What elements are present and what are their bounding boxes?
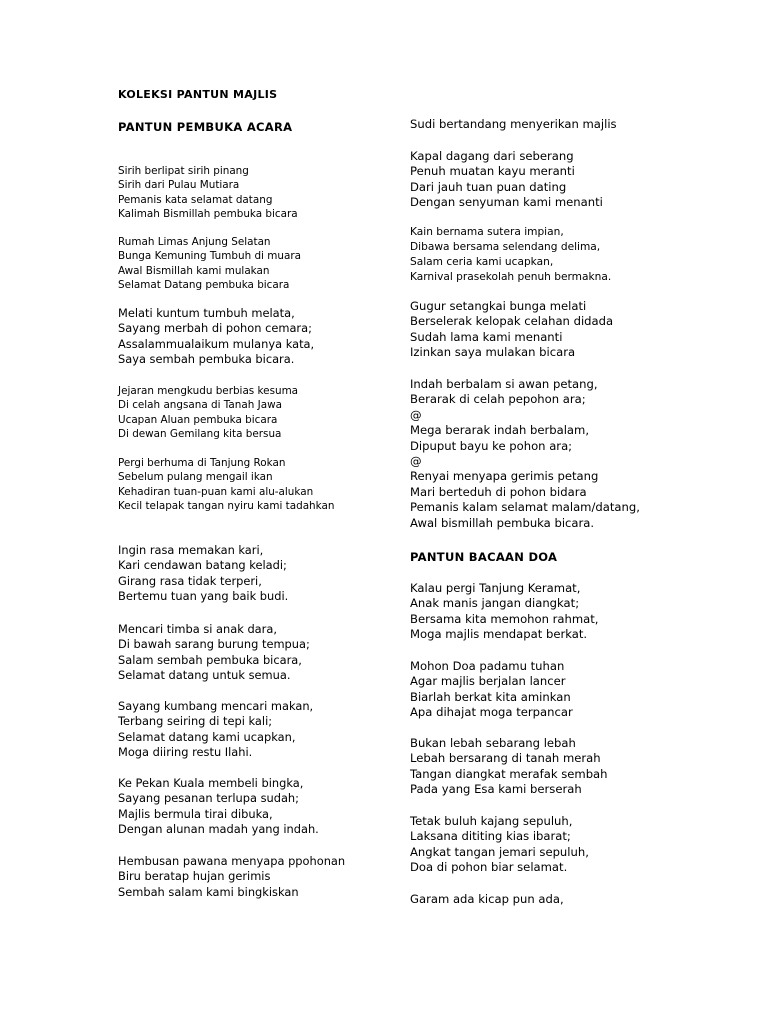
stanza-line: Mega berarak indah berbalam,	[410, 423, 590, 438]
stanza-line: Moga diiring restu Ilahi.	[118, 745, 253, 760]
stanza-kalau	[410, 581, 599, 643]
stanza-line: Tangan diangkat merafak sembah	[410, 766, 608, 781]
stanza-line: Bertemu tuan yang baik budi.	[118, 589, 289, 604]
stanza-line: Kalimah Bismillah pembuka bicara	[118, 207, 298, 220]
stanza-line: Kain bernama sutera impian,	[410, 226, 564, 238]
section-heading-pembuka: PANTUN PEMBUKA ACARA	[118, 120, 293, 134]
stanza-line: Kecil telapak tangan nyiru kami tadahkan	[118, 499, 335, 512]
stanza-line: Karnival prasekolah penuh bermakna.	[410, 271, 612, 283]
stanza-line: @	[410, 454, 422, 469]
stanza-2	[118, 235, 301, 292]
stanza-line: Renyai menyapa gerimis petang	[410, 469, 599, 484]
stanza-line: Ingin rasa memakan kari,	[118, 543, 264, 557]
stanza-line: Tetak buluh kajang sepuluh,	[410, 814, 573, 828]
stanza-line: Bersama kita memohon rahmat,	[410, 611, 599, 626]
stanza-line: Sayang pesanan terlupa sudah;	[118, 791, 299, 806]
stanza-line: Girang rasa tidak terperi,	[118, 573, 262, 588]
stanza-line: Hembusan pawana menyapa ppohonan	[118, 854, 346, 868]
stanza-line: Angkat tangan jemari sepuluh,	[410, 844, 589, 859]
stanza-line: Melati kuntum tumbuh melata,	[118, 306, 295, 320]
stanza-line: Pemanis kalam selamat malam/datang,	[410, 500, 640, 515]
stanza-line: Indah berbalam si awan petang,	[410, 377, 598, 391]
stanza-4	[118, 384, 298, 441]
stanza-line: Sayang kumbang mencari makan,	[118, 699, 314, 713]
stanza-line: Moga majlis mendapat berkat.	[410, 627, 588, 642]
stanza-line: Mohon Doa padamu tuhan	[410, 659, 565, 673]
stanza-line: Awal Bismillah kami mulakan	[118, 264, 270, 277]
stanza-kapal	[410, 149, 603, 211]
stanza-line: Salam ceria kami ucapkan,	[410, 256, 554, 268]
stanza-line: Doa di pohon biar selamat.	[410, 860, 568, 875]
stanza-garam	[410, 892, 564, 907]
stanza-line: Di dewan Gemilang kita bersua	[118, 427, 282, 440]
stanza-line: Dipuput bayu ke pohon ara;	[410, 438, 573, 453]
stanza-line: Assalammualaikum mulanya kata,	[118, 336, 315, 351]
stanza-line: Sayang merbah di pohon cemara;	[118, 321, 312, 336]
stanza-line: Dari jauh tuan puan dating	[410, 179, 567, 194]
stanza-tetak	[410, 814, 589, 876]
stanza-line: @	[410, 407, 422, 422]
stanza-line: Gugur setangkai bunga melati	[410, 299, 587, 313]
stanza-line: Berarak di celah pepohon ara;	[410, 392, 586, 407]
stanza-mohon	[410, 659, 573, 721]
stanza-continued	[410, 117, 617, 132]
stanza-line: Salam sembah pembuka bicara,	[118, 652, 302, 667]
stanza-line: Kehadiran tuan-puan kami alu-alukan	[118, 485, 314, 498]
stanza-line: Penuh muatan kayu meranti	[410, 164, 575, 179]
stanza-line: Majlis bermula tirai dibuka,	[118, 806, 273, 821]
stanza-line: Laksana dititing kias ibarat;	[410, 829, 571, 844]
stanza-line: Lebah bersarang di tanah merah	[410, 751, 601, 766]
stanza-line: Selamat datang kami ucapkan,	[118, 729, 296, 744]
stanza-line: Pergi berhuma di Tanjung Rokan	[118, 457, 286, 469]
stanza-8	[118, 699, 313, 761]
stanza-line: Bukan lebah sebarang lebah	[410, 736, 576, 750]
stanza-line: Dengan senyuman kami menanti	[410, 195, 603, 210]
stanza-line: Di bawah sarang burung tempua;	[118, 637, 310, 652]
stanza-6	[118, 543, 288, 605]
stanza-line: Biarlah berkat kita aminkan	[410, 689, 571, 704]
stanza-5	[118, 456, 334, 513]
stanza-line: Dengan alunan madah yang indah.	[118, 822, 319, 837]
stanza-line: Selamat datang untuk semua.	[118, 668, 291, 683]
stanza-line: Kari cendawan batang keladi;	[118, 558, 287, 573]
stanza-line: Berselerak kelopak celahan didada	[410, 314, 614, 329]
stanza-line: Agar majlis berjalan lancer	[410, 674, 566, 689]
stanza-line: Anak manis jangan diangkat;	[410, 596, 580, 611]
stanza-line: Sebelum pulang mengail ikan	[118, 471, 273, 484]
stanza-3	[118, 306, 314, 368]
stanza-line: Ke Pekan Kuala membeli bingka,	[118, 776, 304, 790]
stanza-line: Di celah angsana di Tanah Jawa	[118, 399, 282, 412]
stanza-line: Garam ada kicap pun ada,	[410, 892, 564, 906]
stanza-line: Sirih dari Pulau Mutiara	[118, 179, 240, 192]
stanza-line: Terbang seiring di tepi kali;	[118, 714, 273, 729]
stanza-kain	[410, 225, 611, 285]
stanza-line: Ucapan Aluan pembuka bicara	[118, 413, 278, 426]
stanza-line: Sirih berlipat sirih pinang	[118, 165, 249, 177]
stanza-line: Pada yang Esa kami berserah	[410, 782, 582, 797]
stanza-line: Bunga Kemuning Tumbuh di muara	[118, 250, 301, 263]
stanza-gugur	[410, 299, 613, 361]
section-heading-doa: PANTUN BACAAN DOA	[410, 550, 558, 564]
stanza-line: Mencari timba si anak dara,	[118, 622, 277, 636]
document-title: KOLEKSI PANTUN MAJLIS	[118, 88, 278, 101]
stanza-line: Selamat Datang pembuka bicara	[118, 278, 290, 291]
stanza-line: Jejaran mengkudu berbias kesuma	[118, 385, 299, 397]
stanza-line: Mari berteduh di pohon bidara	[410, 484, 587, 499]
stanza-line: Izinkan saya mulakan bicara	[410, 345, 576, 360]
stanza-line: Sudah lama kami menanti	[410, 329, 563, 344]
stanza-7	[118, 622, 310, 684]
stanza-10	[118, 854, 345, 900]
stanza-line: Awal bismillah pembuka bicara.	[410, 515, 595, 530]
stanza-line: Sudi bertandang menyerikan majlis	[410, 117, 617, 131]
stanza-line: Saya sembah pembuka bicara.	[118, 352, 295, 367]
stanza-line: Pemanis kata selamat datang	[118, 193, 273, 206]
stanza-line: Rumah Limas Anjung Selatan	[118, 236, 271, 248]
stanza-line: Apa dihajat moga terpancar	[410, 705, 573, 720]
stanza-line: Sembah salam kami bingkiskan	[118, 884, 299, 899]
stanza-line: Kapal dagang dari seberang	[410, 149, 574, 163]
stanza-line: Dibawa bersama selendang delima,	[410, 241, 601, 253]
stanza-9	[118, 776, 319, 838]
stanza-1	[118, 164, 298, 221]
stanza-bukan	[410, 736, 608, 798]
stanza-line: Biru beratap hujan gerimis	[118, 869, 271, 884]
stanza-indah	[410, 377, 640, 531]
stanza-line: Kalau pergi Tanjung Keramat,	[410, 581, 581, 595]
